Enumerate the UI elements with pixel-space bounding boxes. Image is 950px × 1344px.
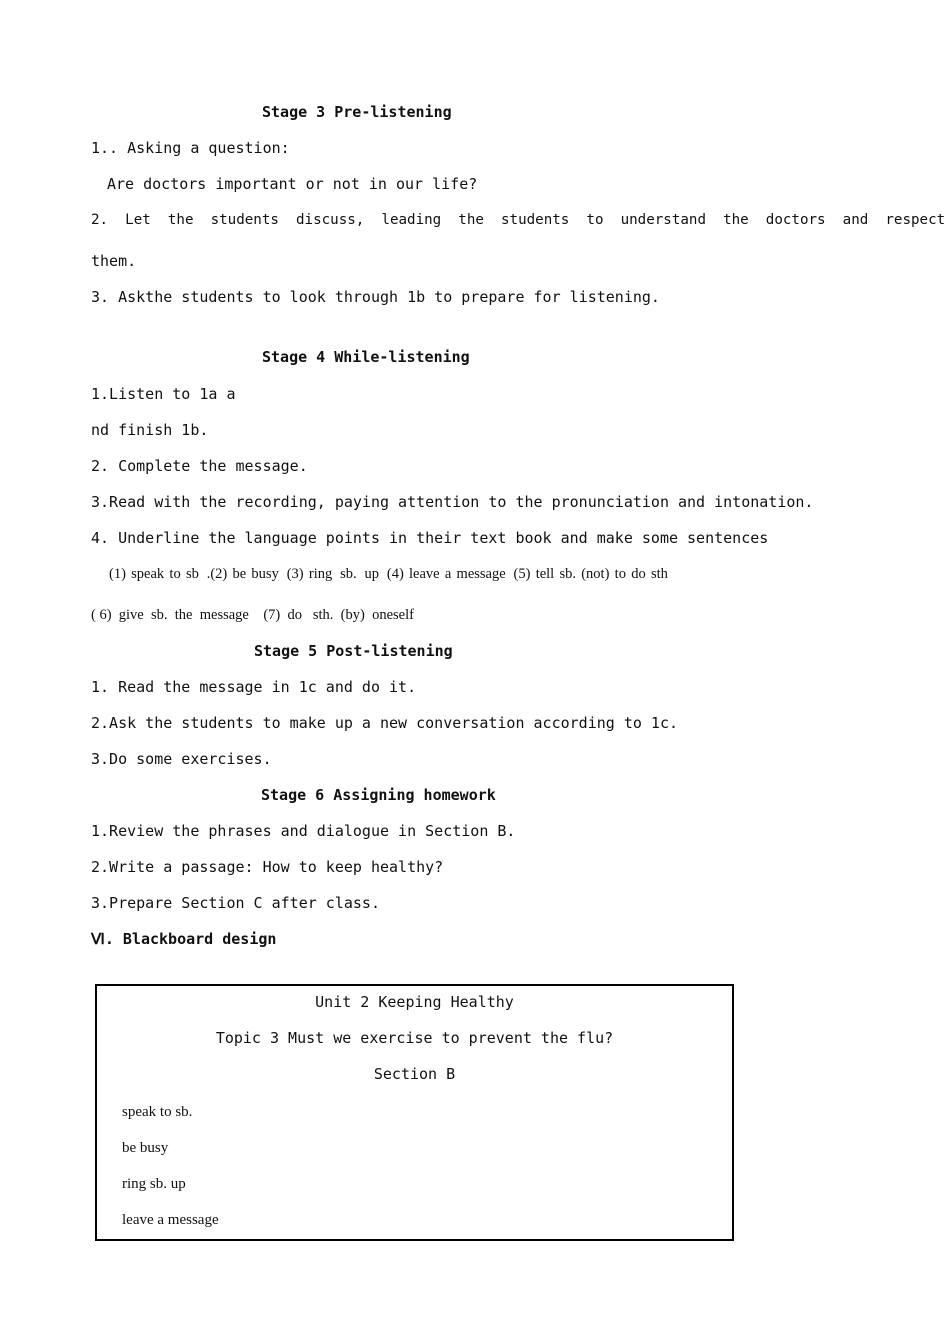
stage3-item1-question: Are doctors important or not in our life? — [107, 175, 478, 193]
blackboard-topic-title: Topic 3 Must we exercise to prevent the flu? — [215, 1029, 614, 1047]
stage6-item3: 3.Prepare Section C after class. — [91, 894, 380, 912]
stage5-heading: Stage 5 Post-listening — [254, 642, 453, 660]
stage4-item2: 2. Complete the message. — [91, 457, 308, 475]
stage4-heading: Stage 4 While-listening — [262, 348, 470, 366]
blackboard-unit-title: Unit 2 Keeping Healthy — [315, 993, 514, 1011]
stage5-item3: 3.Do some exercises. — [91, 750, 272, 768]
stage3-item1: 1.. Asking a question: — [91, 139, 290, 157]
blackboard-design-heading: Ⅵ. Blackboard design — [91, 930, 277, 948]
stage3-heading: Stage 3 Pre-listening — [262, 103, 452, 121]
stage5-item2: 2.Ask the students to make up a new conversation according to 1c. — [91, 714, 678, 732]
stage4-phrases-line1: (1) speak to sb .(2) be busy (3) ring sb. up (4) leave a message (5) tell sb. (not) to do sth — [109, 566, 668, 582]
stage4-item3: 3.Read with the recording, paying attention to the pronunciation and intonation. — [91, 493, 814, 511]
blackboard-section-title: Section B — [373, 1065, 456, 1083]
stage4-phrases-line2: ( 6) give sb. the message (7) do sth. (by) oneself — [91, 607, 414, 623]
stage4-item4: 4. Underline the language points in their text book and make some sentences — [91, 529, 769, 547]
blackboard-phrase: be busy — [122, 1140, 169, 1156]
stage6-item2: 2.Write a passage: How to keep healthy? — [91, 858, 444, 876]
stage3-item2-line2: them. — [91, 252, 137, 270]
stage4-item1-line2: nd finish 1b. — [91, 421, 209, 439]
stage3-item2-line1: 2. Let the students discuss, leading the students to understand the doctors and respect — [91, 212, 946, 228]
stage5-item1: 1. Read the message in 1c and do it. — [91, 678, 417, 696]
stage4-item1-line1: 1.Listen to 1a a — [91, 385, 236, 403]
blackboard-phrase: leave a message — [122, 1212, 219, 1228]
blackboard-box — [95, 984, 734, 1241]
stage6-heading: Stage 6 Assigning homework — [261, 786, 496, 804]
blackboard-phrase: speak to sb. — [122, 1104, 193, 1120]
blackboard-phrase: ring sb. up — [122, 1176, 186, 1192]
stage3-item3: 3. Askthe students to look through 1b to prepare for listening. — [91, 288, 660, 306]
stage6-item1: 1.Review the phrases and dialogue in Section B. — [91, 822, 516, 840]
